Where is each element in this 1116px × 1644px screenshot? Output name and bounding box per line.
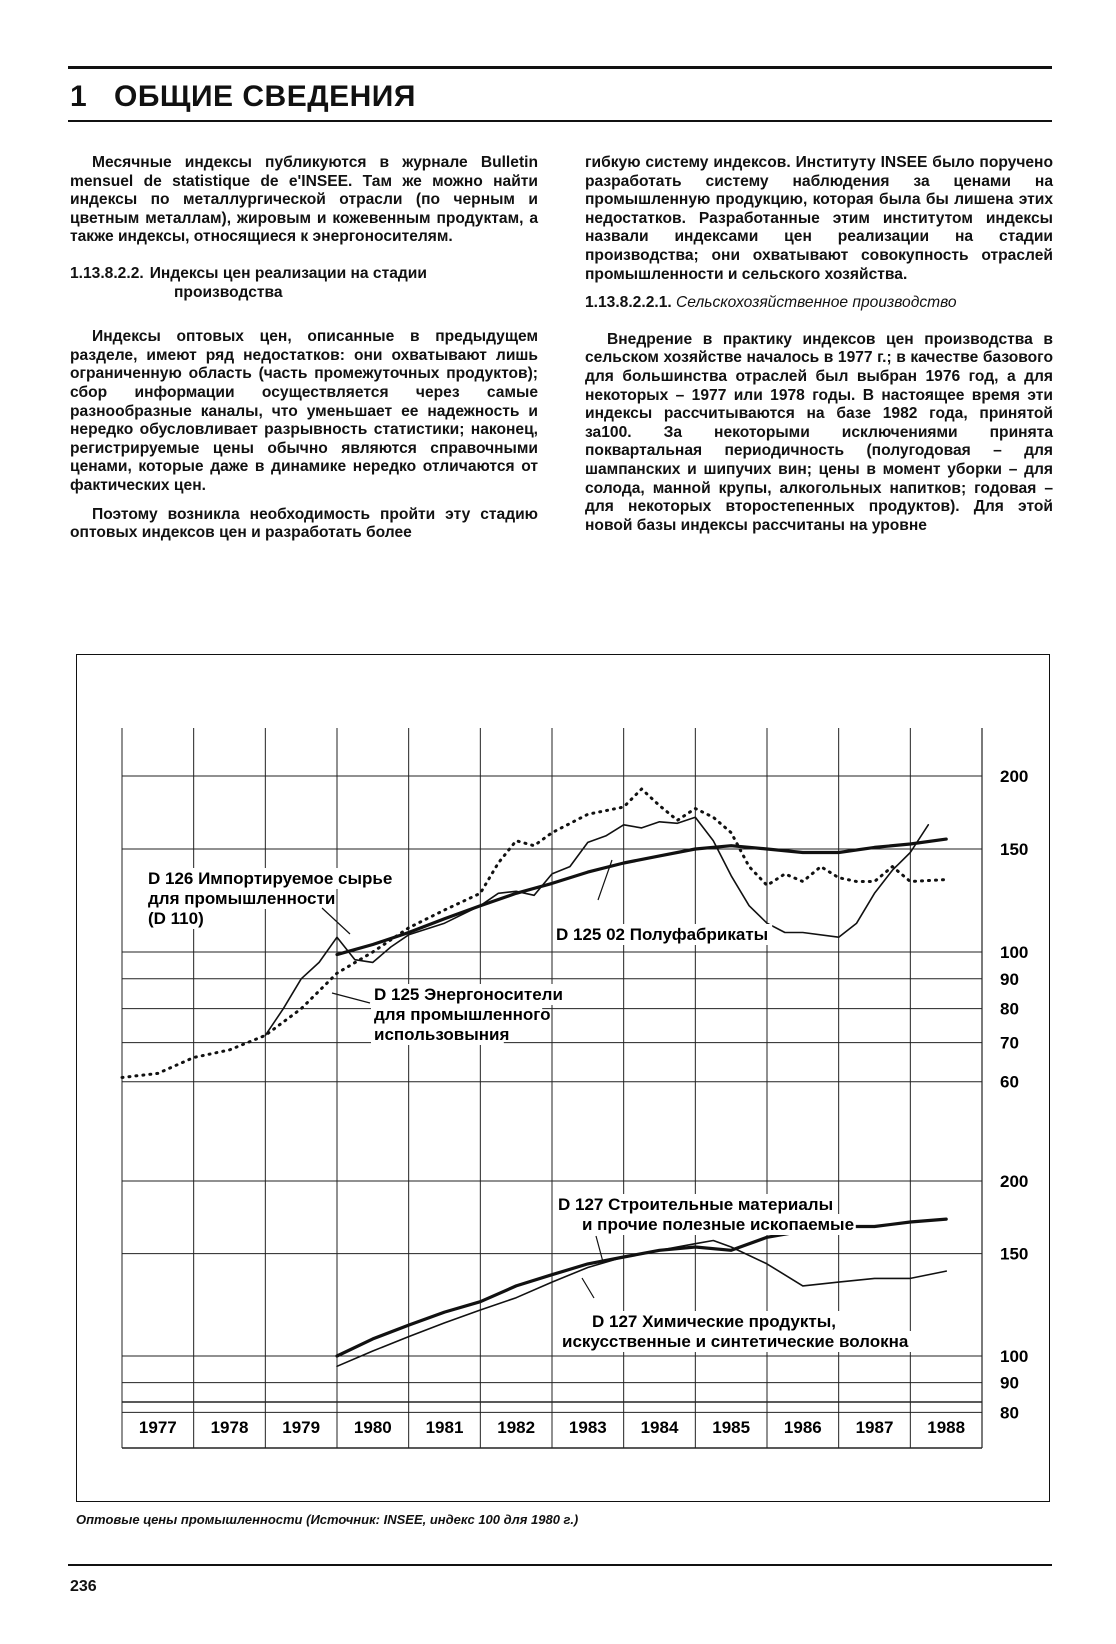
page-number: 236: [70, 1578, 97, 1595]
y-tick-label: 150: [1000, 1244, 1029, 1264]
subsection-title: Сельскохозяйственное производство: [676, 294, 957, 312]
paragraph: Поэтому возникла необходимость пройти эту стадию оптовых индексов цен и разработать более: [70, 505, 538, 542]
annotation-label: D 126 Импортируемое сырье: [148, 869, 393, 888]
y-tick-label: 90: [1000, 1373, 1019, 1393]
leader-line: [596, 1236, 603, 1262]
leader-line: [598, 860, 612, 900]
annotation-label: искусственные и синтетические волокна: [562, 1332, 909, 1351]
y-tick-label: 100: [1000, 1347, 1029, 1366]
chapter-title: ОБЩИЕ СВЕДЕНИЯ: [114, 80, 416, 113]
y-tick-label: 150: [1000, 840, 1029, 860]
leader-line: [322, 908, 350, 934]
y-tick-label: 200: [1000, 767, 1029, 786]
x-tick-label: 1983: [568, 1418, 607, 1437]
x-tick-label: 1982: [497, 1418, 536, 1437]
annotation-label: D 127 Химические продукты,: [592, 1312, 836, 1331]
y-tick-label: 90: [1000, 969, 1019, 989]
paragraph: Индексы оптовых цен, описанные в предыдущем разделе, имеют ряд недостатков: они охватывают лишь ограниченную область (часть промежуточных продуктов); сбор информации осуществляется через самые разнообразные каналы, что уменьшает ее надежность и нередко обусловливает разрывность статистики; наконец, регистрируемые цены обычно являются справочными ценами, которые даже в динамике нередко отличаются от фактических цен.: [70, 328, 538, 494]
x-tick-label: 1988: [927, 1418, 966, 1437]
x-tick-label: 1986: [783, 1418, 822, 1437]
x-tick-label: 1980: [353, 1418, 392, 1437]
x-tick-label: 1985: [712, 1418, 751, 1437]
series-line-upper-2: [122, 789, 946, 1078]
annotation-label: для промышленного: [374, 1005, 551, 1024]
annotation-label: и прочие полезные ископаемые: [582, 1215, 855, 1234]
x-tick-label: 1984: [640, 1418, 679, 1437]
leader-line: [582, 1278, 594, 1298]
footer-rule: [68, 1564, 1052, 1566]
paragraph: Месячные индексы публикуются в журнале Bulletin mensuel de statistique de e'INSEE. Там же можно найти индексы по металлургической отрасли (по черным и цветным металлам), жировым и кожевенным продуктам, а также индексы, относящиеся к энергоносителям.: [70, 154, 538, 246]
annotation-label: для промышленности: [148, 889, 336, 908]
x-tick-label: 1978: [210, 1418, 249, 1437]
subsection-number: 1.13.8.2.2.1.: [585, 294, 672, 312]
y-tick-label: 70: [1000, 1033, 1019, 1053]
section-title: Индексы цен реализации на стадии: [149, 264, 427, 282]
section-title-line-2: производства: [174, 283, 283, 301]
y-tick-label: 200: [1000, 1172, 1029, 1191]
y-tick-label: 80: [1000, 1403, 1019, 1423]
paragraph: Внедрение в практику индексов цен производства в сельском хозяйстве началось в 1977 г.; в качестве базового для большинства отраслей был выбран 1976 год, а для некоторых – 1977 или 1978 годы. В настоящее время эти индексы рассчитываются на базе 1982 года, принятой за100. За некоторыми исключениями принята поквартальная периодичность (полугодовая – для шампанских и шипучих вин; цены в момент уборки – для солода, манной крупы, алкогольных напитков; годовая – для некоторых второстепенных продуктов). Для этой новой базы индексы рассчитаны на уровне: [585, 330, 1053, 534]
y-tick-label: 60: [1000, 1072, 1019, 1092]
annotation-label: D 127 Строительные материалы: [558, 1195, 834, 1214]
annotation-label: D 125 Энергоносители: [374, 985, 563, 1004]
paragraph: гибкую систему индексов. Институту INSEE было поручено разработать систему наблюдения за ценами на промышленную продукцию, которая была бы лишена этих недостатков. Разработанные этим институтом индексы назвали индексами цен реализации на стадии производства; они охватывают совокупность отраслей промышленности и сельского хозяйства.: [585, 154, 1053, 283]
x-tick-label: 1977: [138, 1418, 177, 1437]
leader-line: [332, 993, 370, 1003]
x-tick-label: 1981: [425, 1418, 464, 1437]
y-tick-label: 80: [1000, 999, 1019, 1019]
annotation-label: использовыния: [374, 1025, 510, 1044]
annotation-label: D 125 02 Полуфабрикаты: [556, 925, 769, 944]
x-tick-label: 1987: [855, 1418, 894, 1437]
annotation-label: (D 110): [148, 909, 204, 928]
chapter-number: 1: [70, 80, 88, 113]
figure-caption: Оптовые цены промышленности (Источник: INSEE, индекс 100 для 1980 г.): [76, 1512, 579, 1527]
x-tick-label: 1979: [282, 1418, 321, 1437]
y-tick-label: 100: [1000, 943, 1029, 962]
section-number: 1.13.8.2.2.: [70, 264, 144, 282]
